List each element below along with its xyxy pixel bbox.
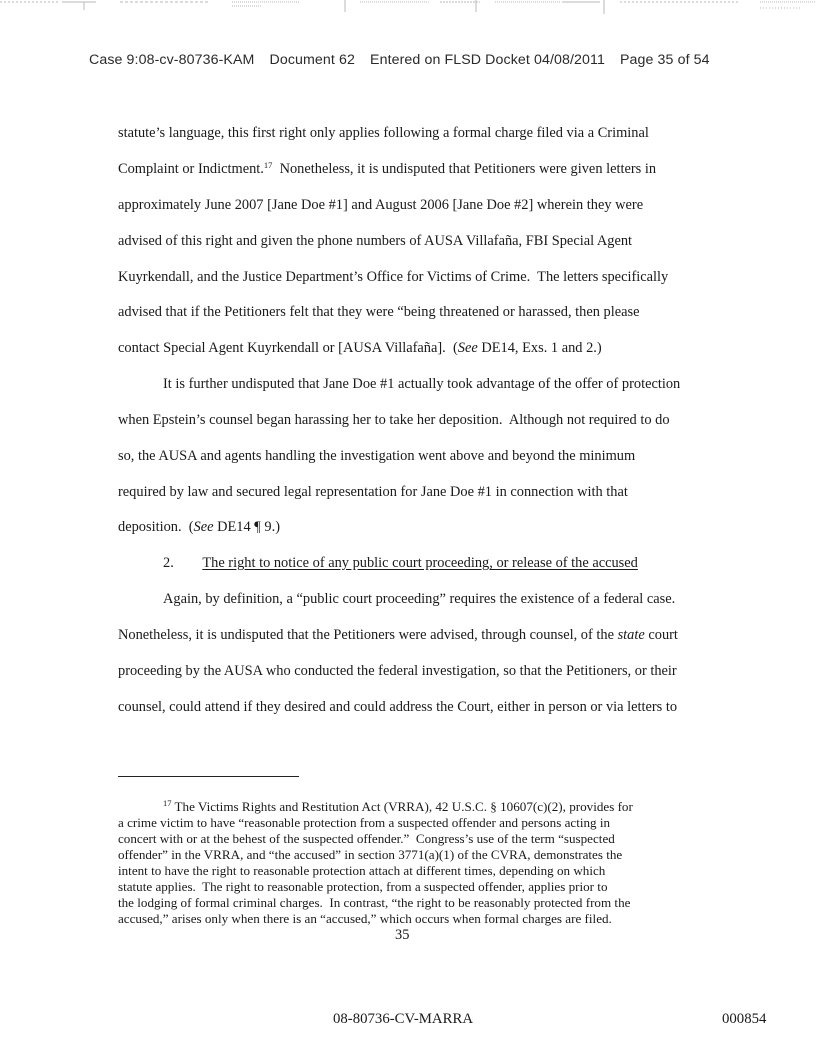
text-run: intent to have the right to reasonable protection attach at different times, depending on which <box>118 863 606 878</box>
text-run: state <box>617 627 645 643</box>
section-heading: The right to notice of any public court proceeding, or release of the accused <box>202 555 638 571</box>
text-run: accused,” arises only when there is an “accused,” which occurs when formal charges are filed. <box>118 911 612 926</box>
text-run: statute applies. The right to reasonable protection, from a suspected offender, applies prior to <box>118 879 608 894</box>
text-run: required by law and secured legal representation for Jane Doe #1 in connection with that <box>118 484 628 500</box>
bates-case-label: 08-80736-CV-MARRA <box>333 1011 474 1027</box>
text-run: the lodging of formal criminal charges. In contrast, “the right to be reasonably protected from the <box>118 895 631 910</box>
text-run: Nonetheless, it is undisputed that the Petitioners were advised, through counsel, of the <box>118 627 618 643</box>
body-line <box>118 411 670 429</box>
body-line <box>163 590 675 608</box>
header-document-number: Document 62 <box>269 52 355 68</box>
body-line <box>118 662 677 680</box>
text-run: approximately June 2007 [Jane Doe #1] and August 2006 [Jane Doe #2] wherein they were <box>118 197 644 213</box>
body-line <box>118 339 602 357</box>
body-line <box>118 160 656 178</box>
body-line <box>118 447 635 465</box>
docket-header <box>89 52 710 68</box>
body-line <box>118 124 649 142</box>
header-page-count: Page 35 of 54 <box>619 52 710 68</box>
text-run: deposition. ( <box>118 519 194 535</box>
text-run: concert with or at the behest of the suspected offender.” Congress’s use of the term “suspected <box>118 831 615 846</box>
text-run: contact Special Agent Kuyrkendall or [AUSA Villafaña]. ( <box>118 340 458 356</box>
footnote-line <box>118 831 615 847</box>
text-run: advised that if the Petitioners felt that they were “being threatened or harassed, then please <box>118 304 640 320</box>
text-run: DE14 ¶ 9.) <box>213 519 281 535</box>
text-run: Again, by definition, a “public court proceeding” requires the existence of a federal case. <box>163 591 676 607</box>
footnote-line <box>118 847 622 863</box>
body-line <box>118 483 628 501</box>
body-line <box>118 626 678 644</box>
body-line <box>118 232 632 250</box>
page-number: 35 <box>395 927 410 943</box>
bates-number: 000854 <box>722 1011 767 1027</box>
text-run: offender” in the VRRA, and “the accused” in section 3771(a)(1) of the CVRA, demonstrates the <box>118 847 623 862</box>
body-line <box>118 518 280 536</box>
text-run: counsel, could attend if they desired and could address the Court, either in person or via letters to <box>118 699 678 715</box>
scan-artifact-strip <box>0 0 816 18</box>
text-run: Kuyrkendall, and the Justice Department’s Office for Victims of Crime. The letters specifically <box>118 269 669 285</box>
text-run: The Victims Rights and Restitution Act (VRRA), 42 U.S.C. § 10607(c)(2), provides for <box>171 799 633 814</box>
text-run: See <box>457 340 478 356</box>
footnote-marker: 17 <box>163 798 172 808</box>
footnote-divider <box>118 776 299 777</box>
text-run: Nonetheless, it is undisputed that Petitioners were given letters in <box>272 161 657 177</box>
header-entered-date: Entered on FLSD Docket 04/08/2011 <box>370 52 605 68</box>
text-run: Complaint or Indictment. <box>118 161 264 177</box>
text-run: when Epstein’s counsel began harassing her to take her deposition. Although not required to do <box>118 412 670 428</box>
body-line <box>118 268 668 286</box>
text-run: a crime victim to have “reasonable protection from a suspected offender and persons acting in <box>118 815 611 830</box>
body-line <box>118 196 643 214</box>
footnote-line <box>163 799 633 815</box>
text-run: 2. <box>163 555 174 571</box>
text-run: DE14, Exs. 1 and 2.) <box>477 340 602 356</box>
text-run: It is further undisputed that Jane Doe #1 actually took advantage of the offer of protection <box>163 376 681 392</box>
footnote-line <box>118 911 612 927</box>
body-line <box>118 303 639 321</box>
body-line <box>163 375 680 393</box>
text-run: See <box>193 519 214 535</box>
text-run: so, the AUSA and agents handling the investigation went above and beyond the minimum <box>118 448 636 464</box>
footnote-line <box>118 879 608 895</box>
text-run: proceeding by the AUSA who conducted the federal investigation, so that the Petitioners, or their <box>118 663 677 679</box>
body-line <box>163 554 638 572</box>
footnote-line <box>118 895 630 911</box>
text-run: court <box>644 627 678 643</box>
text-run: advised of this right and given the phone numbers of AUSA Villafaña, FBI Special Agent <box>118 233 633 249</box>
footnote-line <box>118 815 610 831</box>
header-case-number: Case 9:08-cv-80736-KAM <box>89 52 255 68</box>
text-run: statute’s language, this first right only applies following a formal charge filed via a Criminal <box>118 125 649 141</box>
body-line <box>118 698 677 716</box>
text-run <box>174 555 203 571</box>
footnote-marker: 17 <box>263 160 273 170</box>
footnote-line <box>118 863 605 879</box>
